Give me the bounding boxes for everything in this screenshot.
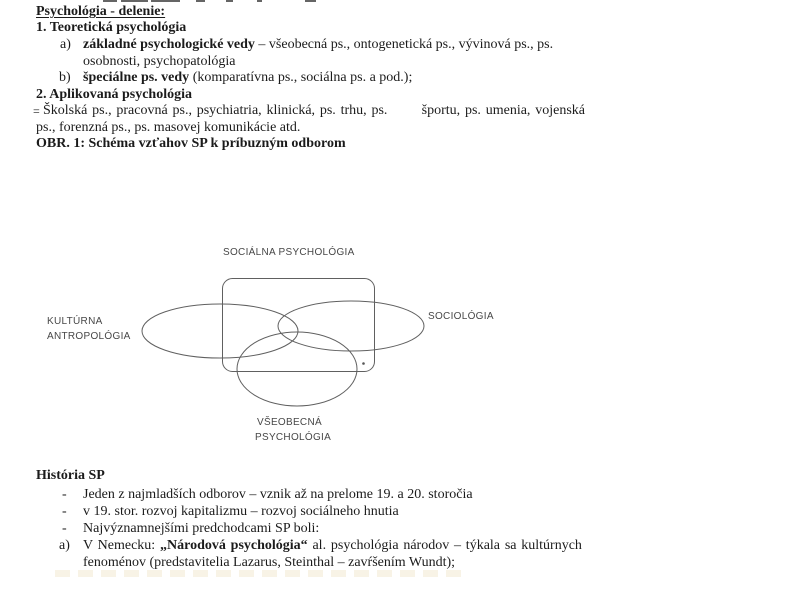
list-bullet: = [33,104,40,118]
diagram-label-sociology: SOCIOLÓGIA [428,311,494,322]
diagram-label-cultural-line1: KULTÚRNA [47,316,103,327]
list-item-a-line2: osobnosti, psychopatológia [83,54,236,69]
item-theoretical-psychology: 1. Teoretická psychológia [36,20,187,35]
list-item-a-bold: základné psychologické vedy [83,37,255,52]
list-item-b-rest: (komparatívna ps., sociálna ps. a pod.); [189,70,413,85]
history-a-rest: al. psychológia národov – týkala sa kultúrnych [307,538,582,553]
section-heading-division: Psychológia - delenie: [36,4,166,19]
diagram-label-cultural-line2: ANTROPOLÓGIA [47,331,131,342]
history-item-3: Najvýznamnejšími predchodcami SP boli: [83,521,320,536]
item-applied-psychology: 2. Aplikovaná psychológia [36,87,192,102]
faded-text-remnant [55,570,461,577]
list-marker-b: b) [59,70,71,85]
history-dash-2: - [62,504,67,519]
history-a-pre: V Nemecku: [83,538,160,553]
diagram-label-general-line1: VŠEOBECNÁ [257,417,322,428]
history-list-marker-a: a) [59,538,70,553]
applied-line2: ps., forenzná ps., ps. masovej komunikácie atd. [36,120,301,135]
list-marker-a: a) [60,37,71,52]
history-dash-3: - [62,521,67,536]
diagram-ellipse-sociology [278,301,424,351]
applied-line1-left: Školská ps., pracovná ps., psychiatria, klinická, ps. trhu, ps. [43,103,388,118]
history-item-a-line1 [83,538,582,554]
history-dash-1: - [62,487,67,502]
diagram-stray-dot [362,362,365,365]
diagram-rect-social-psychology [223,279,375,372]
list-item-a-rest: – všeobecná ps., ontogenetická ps., vývinová ps., ps. [254,37,554,52]
diagram-label-general-line2: PSYCHOLÓGIA [255,432,332,443]
figure-caption: OBR. 1: Schéma vzťahov SP k príbuzným odborom [36,136,346,151]
list-item-b-bold: špeciálne ps. vedy [83,70,190,85]
history-item-2: v 19. stor. rozvoj kapitalizmu – rozvoj sociálneho hnutia [83,504,399,519]
diagram-ellipse-cultural-anthropology [142,304,298,358]
applied-line1-right: športu, ps. umenia, vojenská [421,103,585,118]
section-heading-history: História SP [36,468,105,483]
history-item-a-line2: fenoménov (predstavitelia Lazarus, Steinthal – zavŕšením Wundt); [83,555,456,570]
history-item-1: Jeden z najmladších odborov – vznik až na prelome 19. a 20. storočia [83,487,473,502]
diagram-label-social-psychology: SOCIÁLNA PSYCHOLÓGIA [223,247,355,258]
history-a-bold: „Národová psychológia“ [160,538,308,553]
